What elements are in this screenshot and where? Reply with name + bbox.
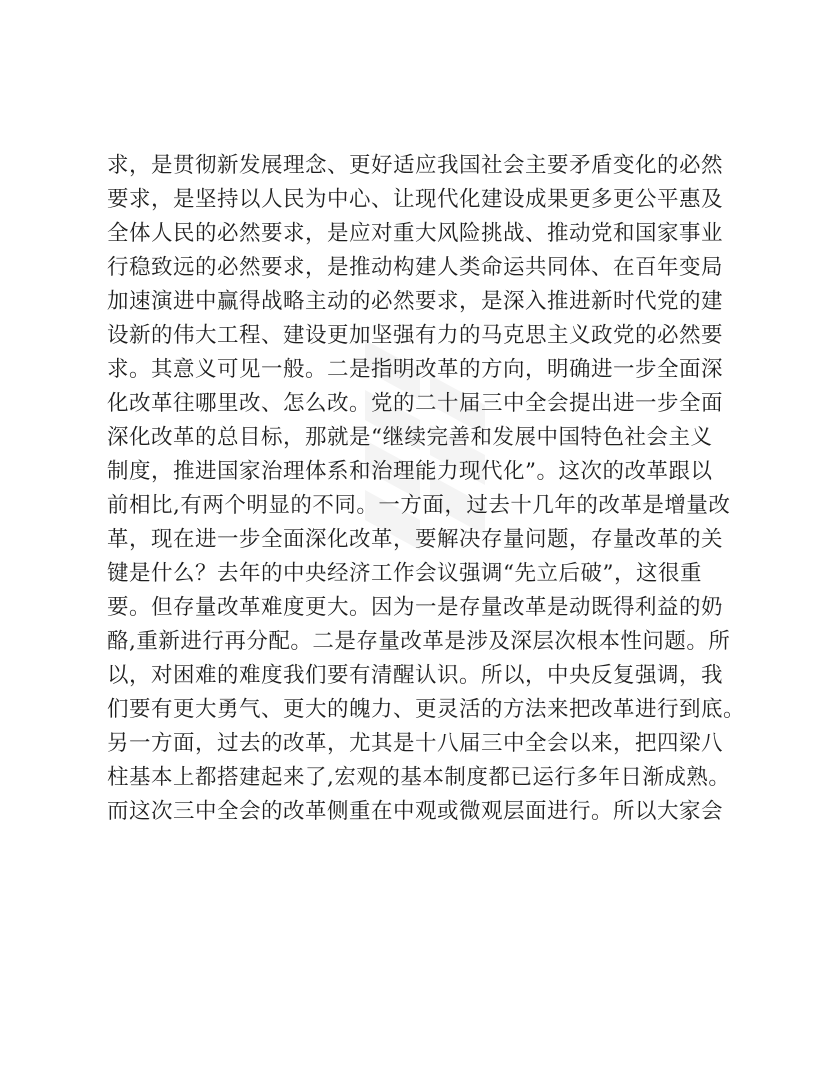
- text-line: 行稳致远的必然要求，是推动构建人类命运共同体、在百年变局: [107, 255, 724, 280]
- body-text: [107, 149, 747, 829]
- text-line: 深化改革的总目标，那就是“继续完善和发展中国特色社会主义: [107, 425, 713, 450]
- text-line: 以，对困难的难度我们要有清醒认识。所以，中央反复强调，我: [107, 663, 724, 688]
- text-line: 全体人民的必然要求，是应对重大风险挑战、推动党和国家事业: [107, 221, 724, 246]
- text-line: 要求，是坚持以人民为中心、让现代化建设成果更多更公平惠及: [107, 187, 724, 212]
- text-line: 设新的伟大工程、建设更加坚强有力的马克思主义政党的必然要: [107, 323, 724, 348]
- text-line: 化改革往哪里改、怎么改。党的二十届三中全会提出进一步全面: [107, 391, 724, 416]
- text-line: 酪,重新进行再分配。二是存量改革是涉及深层次根本性问题。所: [107, 629, 731, 654]
- text-line: 求。其意义可见一般。二是指明改革的方向，明确进一步全面深: [107, 357, 724, 382]
- text-line: 前相比,有两个明显的不同。一方面，过去十几年的改革是增量改: [107, 493, 731, 518]
- text-line: 键是什么？去年的中央经济工作会议强调“先立后破”，这很重: [107, 561, 702, 586]
- text-line: 要。但存量改革难度更大。因为一是存量改革是动既得利益的奶: [107, 595, 724, 620]
- text-line: 加速演进中赢得战略主动的必然要求，是深入推进新时代党的建: [107, 289, 724, 314]
- text-line: 革，现在进一步全面深化改革，要解决存量问题，存量改革的关: [107, 527, 724, 552]
- text-line: 求，是贯彻新发展理念、更好适应我国社会主要矛盾变化的必然: [107, 153, 724, 178]
- text-line: 另一方面，过去的改革，尤其是十八届三中全会以来，把四梁八: [107, 731, 724, 756]
- text-line: 制度，推进国家治理体系和治理能力现代化”。这次的改革跟以: [107, 459, 713, 484]
- text-line: 而这次三中全会的改革侧重在中观或微观层面进行。所以大家会: [107, 799, 724, 824]
- text-line: 柱基本上都搭建起来了,宏观的基本制度都已运行多年日渐成熟。: [107, 765, 731, 790]
- text-line: 们要有更大勇气、更大的魄力、更灵活的方法来把改革进行到底。: [107, 697, 746, 722]
